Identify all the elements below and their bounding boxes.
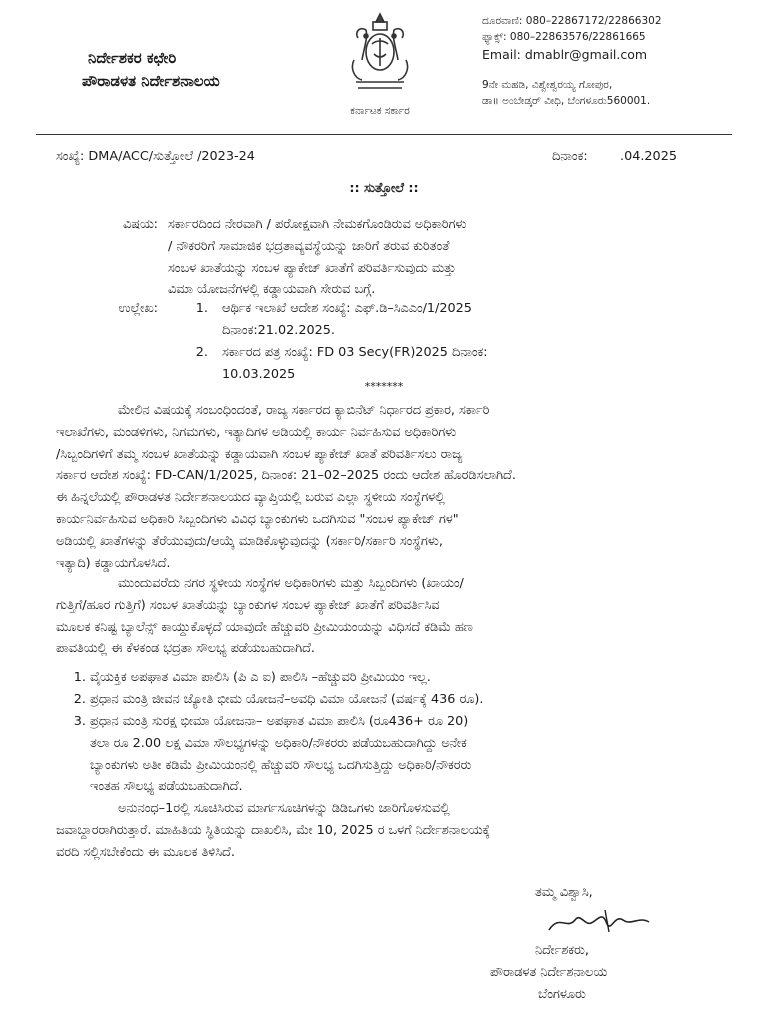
reference-number-1: 1. xyxy=(195,301,208,316)
separator: ******* xyxy=(364,380,404,393)
reference-item-1 xyxy=(222,298,670,342)
benefit-number-2: 2. xyxy=(73,692,86,707)
signatory-office: ಪೌರಾಡಳತ ನಿರ್ದೇಶನಾಲಯ xyxy=(490,965,608,980)
benefit-item-2 xyxy=(90,689,720,711)
paragraph-line: ಇಲಾಖೆಗಳು, ಮಂಡಳಿಗಳು, ನಿಗಮಗಳು, ಇತ್ಯಾದಿಗಳ ಅಡಿಯಲ್ಲಿ ಕಾರ್ಯ ನಿರ್ವಹಿಸುವ ಅಧಿಕಾರಿಗಳು xyxy=(56,424,457,440)
paragraph-line: ಮೇಲಿನ ವಿಷಯಕ್ಕೆ ಸಂಬಂಧಿಂದಂತೆ, ರಾಜ್ಯ ಸರ್ಕಾರದ ಕ್ಯಾಬಿನೆಟ್ ನಿರ್ಧಾರದ ಪ್ರಕಾರ, ಸರ್ಕಾರಿ xyxy=(118,403,490,418)
benefit-line: ಪ್ರಧಾನ ಮಂತ್ರಿ ಜೀವನ ಜ್ಯೋತಿ ಭೀಮ ಯೋಜನೆ–ಅವಧಿ ವಿಮಾ ಯೋಜನೆ (ವರ್ಷಕ್ಕೆ 436 ರೂ). xyxy=(90,692,484,707)
date-label: ದಿನಾಂಕ: xyxy=(552,149,588,164)
paragraph-line: ಜವಾಬ್ದಾರರಾಗಿರುತ್ತಾರೆ. ಮಾಹಿತಿಯ ಸ್ಥಿತಿಯನ್ನು ದಾಖಲಿಸಿ, ಮೇ 10, 2025 ರ ಒಳಗೆ ನಿರ್ದೇಶನಾಲಯಕ್ಕೆ xyxy=(56,822,490,838)
reference-line: ಸರ್ಕಾರದ ಪತ್ರ ಸಂಖ್ಯೆ: FD 03 Secy(FR)2025 ದಿನಾಂಕ: xyxy=(222,345,488,360)
directorate-name: ಪೌರಾಡಳತ ನಿರ್ದೇಶನಾಲಯ xyxy=(82,72,220,90)
subject-label: ವಿಷಯ: xyxy=(123,217,158,232)
handwritten-signature-icon xyxy=(545,906,655,936)
reference-number-2: 2. xyxy=(195,345,208,360)
closing-salutation: ತಮ್ಮ ವಿಶ್ವಾಸಿ, xyxy=(535,885,593,900)
karnataka-emblem-icon xyxy=(340,8,420,100)
date-value: .04.2025 xyxy=(620,149,677,164)
paragraph-line: ಮೂಲಕ ಕನಿಷ್ಟ ಬ್ಯಾಲೆನ್ಸ್ ಕಾಯ್ದುಕೊಳ್ಳದೆ ಯಾವುದೇ ಹೆಚ್ಚುವರಿ ಪ್ರೀಮಿಯಂಯನ್ನು ವಿಧಿಸದೆ ಕಡಿಮೆ ಹಣ xyxy=(56,619,473,635)
paragraph-line: ಈ ಹಿನ್ನಲೆಯಲ್ಲಿ ಪೌರಾಡಳತ ನಿರ್ದೇಶನಾಲಯದ ವ್ಯಾಪ್ತಿಯಲ್ಲಿ ಬರುವ ಎಲ್ಲಾ ಸ್ಥಳೀಯ ಸಂಸ್ಥೆಗಳಲ್ಲಿ xyxy=(56,490,445,506)
benefit-line: ಪ್ರಧಾನ ಮಂತ್ರಿ ಸುರಕ್ಷ ಭೀಮಾ ಯೋಜನಾ– ಅಪಘಾತ ವಿಮಾ ಪಾಲಿಸಿ (ರೂ436+ ರೂ 20) xyxy=(90,714,469,729)
paragraph-line: ಪಾವತಿಯಲ್ಲಿ ಈ ಕೆಳಕಂಡ ಭದ್ರತಾ ಸೌಲಭ್ಯ ಪಡೆಯಬಹುದಾಗಿದೆ. xyxy=(56,641,315,657)
phone-number: ದೂರವಾಣಿ: 080–22867172/22866302 xyxy=(482,15,662,27)
address-line1: 9ನೇ ಮಹಡಿ, ವಿಶ್ವೇಶ್ವರಯ್ಯ ಗೋಪುರ, xyxy=(482,79,613,91)
benefit-line: ವೈಯಕ್ತಿಕ ಅಪಘಾತ ವಿಮಾ ಪಾಲಿಸಿ (ಪಿ ಎ ಐ) ಪಾಲಿಸಿ –ಹೆಚ್ಚುವರಿ ಪ್ರೀಮಿಯಂ ಇಲ್ಲ. xyxy=(90,670,431,685)
benefit-line: ಬ್ಯಾಂಕುಗಳು ಅತೀ ಕಡಿಮೆ ಪ್ರೀಮಿಯಂನಲ್ಲಿ ಹೆಚ್ಚುವರಿ ಸೌಲಭ್ಯ ಒದಗಿಸುತ್ತಿದ್ದು ಅಧಿಕಾರಿ/ನೌಕರರು xyxy=(90,757,472,773)
paragraph-1 xyxy=(56,400,720,574)
benefit-line: ಇಂತಹ ಸೌಲಭ್ಯ ಪಡೆಯಬಹುದಾಗಿದೆ. xyxy=(90,779,243,795)
paragraph-line: ಅನುನಂಧ–1ರಲ್ಲಿ ಸೂಚಿಸಿರುವ ಮಾರ್ಗಸೂಚಿಗಳನ್ನು ಡಿಡಿಒಗಳು ಜಾರಿಗೊಳಸುವಲ್ಲಿ xyxy=(118,801,450,816)
paragraph-line: ಗುತ್ತಿಗೆ/ಹೂರ ಗುತ್ತಿಗೆ) ಸಂಬಳ ಖಾತೆಯನ್ನು ಬ್ಯಾಂಕುಗಳ ಸಂಬಳ ಪ್ಯಾಕೇಜ್ ಖಾತೆಗೆ ಪರಿವರ್ತಿಸಿವ xyxy=(56,597,440,613)
subject-line: ಸರ್ಕಾರದಿಂದ ನೇರವಾಗಿ / ಪರೋಕ್ಷವಾಗಿ ನೇಮಕಗೊಂಡಿರುವ ಅಧಿಕಾರಿಗಳು xyxy=(168,217,467,232)
office-name: ನಿರ್ದೇಶಕರ ಕಛೇರಿ xyxy=(88,49,177,67)
benefit-item-1 xyxy=(90,667,720,689)
references-label: ಉಲ್ಲೇಖ: xyxy=(118,301,158,316)
paragraph-line: ಮುಂದುವರೆದು ನಗರ ಸ್ಥಳೀಯ ಸಂಸ್ಥೆಗಳ ಅಧಿಕಾರಿಗಳು ಮತ್ತು ಸಿಬ್ಬಂದಿಗಳು (ಖಾಯಂ/ xyxy=(118,576,464,591)
paragraph-line: /ಸಿಬ್ಬಂದಿಗಳಿಗೆ ತಮ್ಮ ಸಂಬಳ ಖಾತೆಯನ್ನು ಕಡ್ಡಾಯವಾಗಿ ಸಂಬಳ ಪ್ಯಾಕೇಜ್ ಖಾತೆ ಪರಿವರ್ತಿಸಲು ರಾಜ್ಯ xyxy=(56,446,463,462)
government-name: ಕರ್ನಾಟಕ ಸರ್ಕಾರ xyxy=(350,105,410,117)
subject-line: ಸಂಬಳ ಖಾತೆಯನ್ನು ಸಂಬಳ ಪ್ಯಾಕೇಜ್ ಖಾತೆಗೆ ಪರಿವರ್ತಿಸುವುದು ಮತ್ತು xyxy=(168,260,456,276)
paragraph-2 xyxy=(56,573,720,660)
address-line2: ಡಾ॥ ಅಂಬೇಡ್ಕರ್ ವೀಧಿ, ಬೆಂಗಳೂರು560001. xyxy=(482,95,651,107)
signatory-city: ಬೆಂಗಳೂರು xyxy=(538,987,586,1002)
benefit-item-3 xyxy=(90,711,720,798)
reference-number: ಸಂಖ್ಯೆ: DMA/ACC/ಸುತ್ತೋಲೆ /2023-24 xyxy=(56,149,255,164)
fax-number: ಫ್ಯಾಕ್ಸ್: 080–22863576/22861665 xyxy=(482,31,646,43)
benefit-number-1: 1. xyxy=(73,670,86,685)
benefit-number-3: 3. xyxy=(73,714,86,729)
reference-line: ಆರ್ಥಿಕ ಇಲಾಖೆ ಆದೇಶ ಸಂಖ್ಯೆ: ಎಫ್.ಡಿ–ಸಿಎಎಂ/1/2025 xyxy=(222,301,472,316)
email-address[interactable]: Email: dmablr@gmail.com xyxy=(482,47,648,62)
subject-line: ವಿಮಾ ಯೋಜನೆಗಳಲ್ಲಿ ಕಡ್ಡಾಯವಾಗಿ ಸೇರುವ ಬಗ್ಗೆ. xyxy=(168,282,376,298)
benefit-line: ತಲಾ ರೂ 2.00 ಲಕ್ಷ ವಿಮಾ ಸೌಲಭ್ಯಗಳನ್ನು ಅಧಿಕಾರಿ/ನೌಕರರು ಪಡೆಯಬಹುದಾಗಿದ್ದು ಅನೇಕ xyxy=(90,735,467,751)
state-emblem xyxy=(300,8,460,104)
paragraph-line: ಇತ್ಯಾದಿ) ಕಡ್ಡಾಯಗೊಳಸಿದೆ. xyxy=(56,555,171,571)
paragraph-3 xyxy=(56,798,720,863)
subject-block xyxy=(168,214,672,301)
signature xyxy=(545,906,655,940)
signatory-designation: ನಿರ್ದೇಶಕರು, xyxy=(535,943,589,958)
subject-line: / ನೌಕರರಿಗೆ ಸಾಮಾಜಿಕ ಭದ್ರತಾವ್ಯವಸ್ಥೆಯನ್ನು ಜಾರಿಗೆ ತರುವ ಕುರಿತಂತೆ xyxy=(168,238,450,254)
paragraph-line: ಕಾರ್ಯನಿರ್ವಹಿಸುವ ಅಧಿಕಾರಿ ಸಿಬ್ಬಂದಿಗಳು ವಿವಿಧ ಬ್ಯಾಂಕುಗಳು ಒದಗಿಸುವ "ಸಂಬಳ ಪ್ಯಾಕೇಜ್ ಗಳ" xyxy=(56,511,459,527)
paragraph-line: ಸರ್ಕಾರ ಆದೇಶ ಸಂಖ್ಯೆ: FD-CAN/1/2025, ದಿನಾಂಕ: 21–02–2025 ರಂದು ಆದೇಶ ಹೊರಡಿಸಲಾಗಿದೆ. xyxy=(56,468,516,484)
circular-title: :: ಸುತ್ತೋಲೆ :: xyxy=(349,181,419,196)
reference-line: ದಿನಾಂಕ:21.02.2025. xyxy=(222,322,335,338)
paragraph-line: ವರದಿ ಸಲ್ಲಿಸಬೇಕೆಂದು ಈ ಮೂಲಕ ತಿಳಿಸಿದೆ. xyxy=(56,844,235,860)
reference-line: 10.03.2025 xyxy=(222,366,296,382)
header-divider xyxy=(36,134,732,135)
paragraph-line: ಅಡಿಯಲ್ಲಿ ಖಾತೆಗಳನ್ನು ತೆರೆಯುವುದು/ಆಯ್ಕೆ ಮಾಡಿಕೊಳ್ಳುವುದನ್ನು (ಸರ್ಕಾರಿ/ಸರ್ಕಾರಿ ಸಂಸ್ಥೆಗಳು, xyxy=(56,533,443,549)
